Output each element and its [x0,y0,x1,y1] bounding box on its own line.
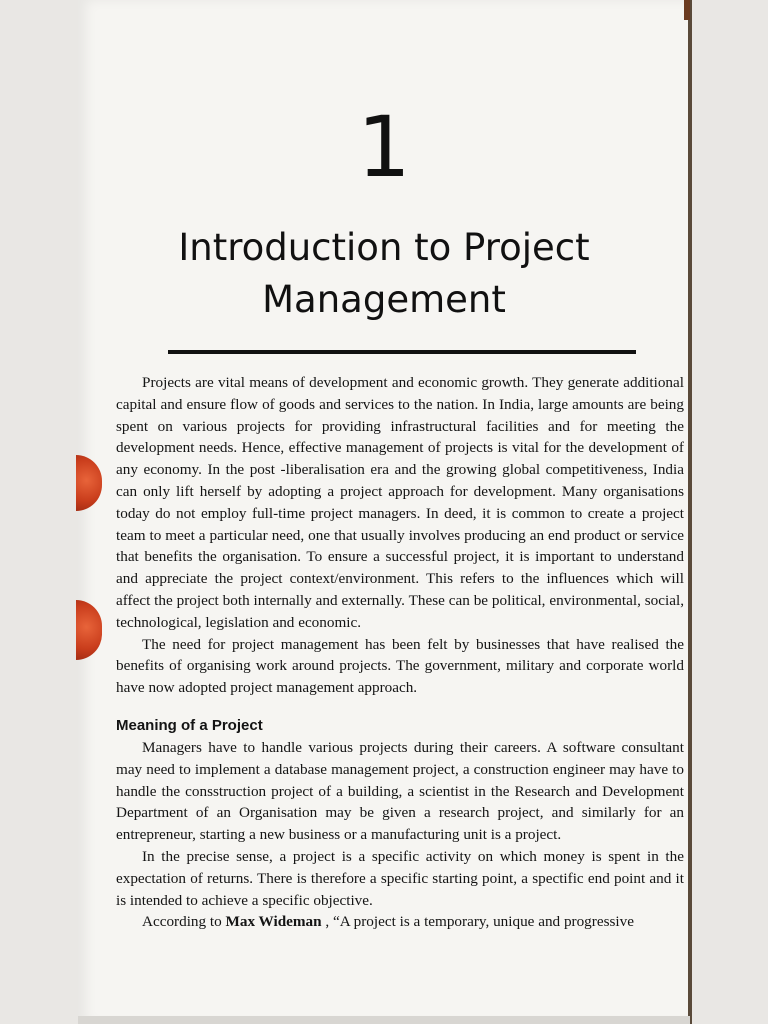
section-paragraph-2: In the precise sense, a project is a specific activity on which money is spent in the expectation of returns. There is therefore a specific starting point, a spectific end point and it is intended to achieve a specific objective. [116,847,684,909]
title-underline [168,350,636,354]
chapter-body [116,372,684,933]
intro-paragraph-2: The need for project management has been felt by businesses that have realised the benefits of organising work around projects. The government, military and corporate world have now adopted project management approach. [116,635,684,697]
author-name: Max Wideman [225,913,322,931]
page-bottom-edge [78,1016,690,1024]
section-paragraph-1: Managers have to handle various projects during their careers. A software consultant may need to implement a database management project, a construction engineer may have to handle the consstruction project of a building, a scientist in the Research and Development Department of an Organisation may be given a research project, and similarly for an entrepreneur, starting a new business or a manufacturing unit is a project. [116,738,684,844]
page-edge-shadow [688,0,692,1024]
book-page [78,0,690,1024]
quote-prefix: According to [142,913,226,931]
chapter-number: 1 [357,98,411,196]
chapter-title [108,222,660,326]
section-paragraph-3 [116,911,684,933]
quote-text: , “A project is a temporary, unique and progressive [321,913,634,931]
intro-paragraph-1: Projects are vital means of development and economic growth. They generate additional capital and ensure flow of goods and services to the nation. In India, large amounts are being spent on various projects for providing infrastructural facilities and for meeting the development needs. Hence, effective management of projects is vital for the development of any economy. In the post -liberalisation era and the growing global competitiveness, India can only lift herself by adopting a project approach for development. Many organisations today do not employ full-time project managers. In deed, it is common to create a project team to meet a particular need, one that usually involves producing an end product or service that benefits the organisation. To ensure a successful project, it is important to understand and appreciate the project context/environment. This refers to the influences which will affect the project both internally and externally. These can be political, environmental, social, technological, legislation and economic. [116,374,684,631]
chapter-title-line-1: Introduction to Project [178,226,590,269]
chapter-title-line-2: Management [262,278,506,321]
book-cover-corner [684,0,690,20]
section-heading: Meaning of a Project [116,716,263,734]
